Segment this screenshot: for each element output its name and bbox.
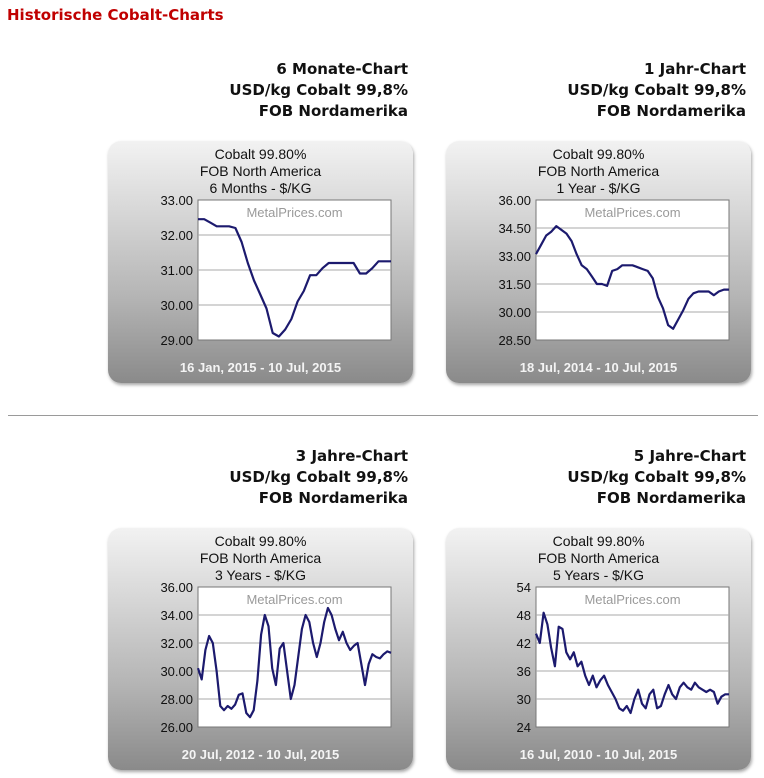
chart-heading-line: USD/kg Cobalt 99,8% xyxy=(229,81,408,99)
y-tick-label: 34.00 xyxy=(160,608,193,623)
section-divider xyxy=(8,415,758,416)
chart-date-range: 18 Jul, 2014 - 10 Jul, 2015 xyxy=(519,360,678,375)
chart-heading-line: 3 Jahre-Chart xyxy=(295,447,408,465)
y-tick-label: 32.00 xyxy=(160,228,193,243)
y-tick-label: 54 xyxy=(516,580,531,595)
y-tick-label: 36.00 xyxy=(498,193,531,208)
chart-title-line: FOB North America xyxy=(537,550,660,566)
y-tick-label: 32.00 xyxy=(160,636,193,651)
y-tick-label: 24 xyxy=(516,720,531,735)
plot-area xyxy=(536,200,729,340)
chart-heading-line: USD/kg Cobalt 99,8% xyxy=(567,468,746,486)
y-tick-label: 29.00 xyxy=(160,333,193,348)
chart-panel-1-year xyxy=(446,141,751,383)
chart-title-line: Cobalt 99.80% xyxy=(214,533,307,549)
chart-title-line: Cobalt 99.80% xyxy=(214,146,307,162)
chart-panel-5-years xyxy=(446,528,751,770)
chart-plot xyxy=(446,528,751,770)
y-tick-label: 26.00 xyxy=(160,720,193,735)
y-tick-label: 42 xyxy=(516,636,531,651)
chart-heading-line: FOB Nordamerika xyxy=(596,489,746,507)
chart-title-line: FOB North America xyxy=(199,163,322,179)
y-tick-label: 30 xyxy=(516,692,531,707)
watermark-text: MetalPrices.com xyxy=(246,205,343,220)
chart-date-range: 16 Jul, 2010 - 10 Jul, 2015 xyxy=(519,747,678,762)
chart-title-line: 6 Months - $/KG xyxy=(209,180,312,196)
y-tick-label: 36 xyxy=(516,664,531,679)
y-tick-label: 36.00 xyxy=(160,580,193,595)
y-tick-label: 33.00 xyxy=(498,249,531,264)
y-tick-label: 30.00 xyxy=(160,298,193,313)
chart-heading-line: FOB Nordamerika xyxy=(258,102,408,120)
y-tick-label: 34.50 xyxy=(498,221,531,236)
chart-heading-line: 1 Jahr-Chart xyxy=(643,60,746,78)
chart-heading xyxy=(108,59,408,122)
chart-title-line: 5 Years - $/KG xyxy=(552,567,645,583)
chart-plot xyxy=(446,141,751,383)
chart-title-line: Cobalt 99.80% xyxy=(552,533,645,549)
page-title: Historische Cobalt-Charts xyxy=(7,6,224,24)
chart-heading-line: 6 Monate-Chart xyxy=(276,60,408,78)
chart-title-line: Cobalt 99.80% xyxy=(552,146,645,162)
chart-heading-line: FOB Nordamerika xyxy=(258,489,408,507)
y-tick-label: 33.00 xyxy=(160,193,193,208)
watermark-text: MetalPrices.com xyxy=(584,592,681,607)
y-tick-label: 30.00 xyxy=(498,305,531,320)
chart-heading-line: 5 Jahre-Chart xyxy=(633,447,746,465)
chart-heading-line: USD/kg Cobalt 99,8% xyxy=(567,81,746,99)
y-tick-label: 30.00 xyxy=(160,664,193,679)
chart-heading xyxy=(446,59,746,122)
chart-date-range: 16 Jan, 2015 - 10 Jul, 2015 xyxy=(179,360,342,375)
chart-plot xyxy=(108,528,413,770)
chart-panel-6-months xyxy=(108,141,413,383)
chart-plot xyxy=(108,141,413,383)
y-tick-label: 31.00 xyxy=(160,263,193,278)
y-tick-label: 31.50 xyxy=(498,277,531,292)
watermark-text: MetalPrices.com xyxy=(584,205,681,220)
chart-heading xyxy=(108,446,408,509)
chart-heading-line: FOB Nordamerika xyxy=(596,102,746,120)
chart-title-line: FOB North America xyxy=(537,163,660,179)
y-tick-label: 48 xyxy=(516,608,531,623)
chart-panel-3-years xyxy=(108,528,413,770)
chart-title-line: 1 Year - $/KG xyxy=(556,180,641,196)
chart-heading-line: USD/kg Cobalt 99,8% xyxy=(229,468,408,486)
watermark-text: MetalPrices.com xyxy=(246,592,343,607)
y-tick-label: 28.00 xyxy=(160,692,193,707)
y-tick-label: 28.50 xyxy=(498,333,531,348)
chart-heading xyxy=(446,446,746,509)
chart-date-range: 20 Jul, 2012 - 10 Jul, 2015 xyxy=(181,747,340,762)
chart-title-line: FOB North America xyxy=(199,550,322,566)
chart-title-line: 3 Years - $/KG xyxy=(214,567,307,583)
